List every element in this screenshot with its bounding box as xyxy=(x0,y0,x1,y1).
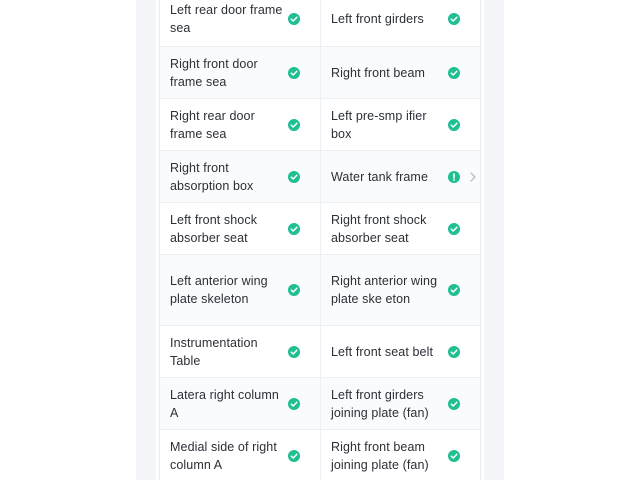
list-item[interactable] xyxy=(160,378,320,429)
item-label: Right anterior wing plate ske eton xyxy=(331,274,438,306)
check-icon xyxy=(288,13,300,25)
item-label: Right front beam joining plate (fan) xyxy=(331,439,429,472)
item-label: Left front girders joining plate (fan) xyxy=(331,387,429,420)
item-label: Left front girders xyxy=(331,12,424,26)
item-label: Water tank frame xyxy=(331,169,428,184)
table-row xyxy=(160,151,480,203)
right-margin xyxy=(484,0,504,480)
table-row xyxy=(160,378,480,430)
item-label: Right front beam xyxy=(331,65,426,80)
item-label: Right front shock absorber seat xyxy=(331,212,427,245)
check-icon xyxy=(448,223,460,235)
item-label: Right front absorption box xyxy=(170,160,254,193)
left-margin xyxy=(136,0,156,480)
item-label: Instrumentation Table xyxy=(170,335,258,368)
check-icon xyxy=(448,346,460,358)
item-label: Left front seat belt xyxy=(331,344,434,359)
check-icon xyxy=(288,346,300,358)
inspection-grid xyxy=(159,0,481,480)
check-icon xyxy=(448,67,460,79)
list-item[interactable] xyxy=(320,99,480,150)
check-icon xyxy=(448,284,460,296)
inspection-panel xyxy=(156,0,482,480)
table-row xyxy=(160,99,480,151)
item-label: Left pre-smp ifier box xyxy=(331,108,427,141)
list-item[interactable] xyxy=(160,203,320,254)
chevron-right-icon[interactable] xyxy=(469,170,477,184)
check-icon xyxy=(288,450,300,462)
list-item[interactable] xyxy=(160,99,320,150)
list-item[interactable] xyxy=(320,47,480,98)
check-icon xyxy=(288,398,300,410)
item-label: Left rear door frame sea xyxy=(170,3,283,35)
item-label: Right rear door frame sea xyxy=(170,108,255,141)
check-icon xyxy=(288,171,300,183)
list-item[interactable] xyxy=(320,430,480,480)
list-item[interactable] xyxy=(320,378,480,429)
list-item[interactable] xyxy=(320,203,480,254)
list-item[interactable] xyxy=(160,0,320,46)
check-icon xyxy=(288,119,300,131)
list-item[interactable] xyxy=(320,255,480,325)
list-item[interactable] xyxy=(160,430,320,480)
list-item[interactable] xyxy=(160,47,320,98)
check-icon xyxy=(448,450,460,462)
table-row xyxy=(160,255,480,326)
table-row xyxy=(160,47,480,99)
check-icon xyxy=(448,398,460,410)
list-item[interactable] xyxy=(320,326,480,377)
list-item[interactable] xyxy=(160,326,320,377)
item-label: Left front shock absorber seat xyxy=(170,212,258,245)
exclamation-icon xyxy=(448,171,460,183)
list-item[interactable] xyxy=(160,151,320,202)
list-item[interactable] xyxy=(320,151,480,202)
item-label: Left anterior wing plate skeleton xyxy=(170,274,268,306)
table-row xyxy=(160,430,480,480)
list-item[interactable] xyxy=(160,255,320,325)
check-icon xyxy=(288,67,300,79)
check-icon xyxy=(288,284,300,296)
item-label: Medial side of right column A xyxy=(170,439,277,472)
check-icon xyxy=(288,223,300,235)
table-row xyxy=(160,326,480,378)
list-item[interactable] xyxy=(320,0,480,46)
table-row xyxy=(160,0,480,47)
item-label: Right front door frame sea xyxy=(170,56,258,89)
item-label: Latera right column A xyxy=(170,387,279,420)
check-icon xyxy=(448,13,460,25)
check-icon xyxy=(448,119,460,131)
table-row xyxy=(160,203,480,255)
